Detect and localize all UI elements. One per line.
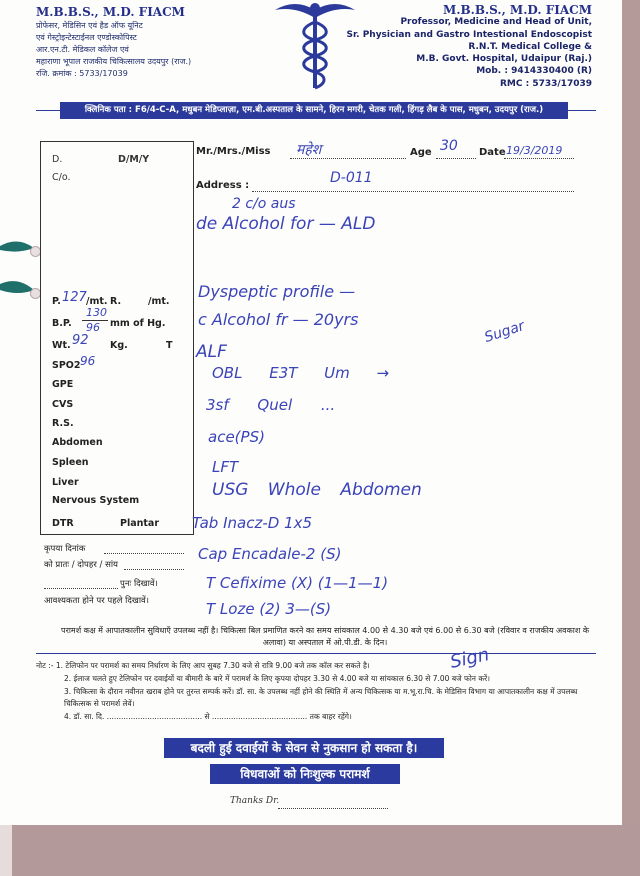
- wt-label: Wt.: [52, 340, 71, 351]
- dmy-label: D/M/Y: [118, 154, 150, 165]
- rx-line: LFT: [212, 458, 239, 476]
- backdrop: [0, 825, 640, 876]
- revisit-earlier: आवश्यकता होने पर पहले दिखावें।: [44, 596, 149, 606]
- header-left: [36, 6, 266, 80]
- r-label: R.: [110, 296, 122, 307]
- left-line: प्रोफेसर, मेडिसिन एवं हैड ऑफ यूनिट: [36, 21, 143, 30]
- rx-line: Cap Encadale-2 (S): [198, 545, 342, 563]
- date-line: [504, 158, 574, 159]
- plantar-label: Plantar: [120, 518, 160, 529]
- right-degree: M.B.B.S., M.D. FIACM: [443, 3, 592, 17]
- age-label: Age: [410, 147, 432, 158]
- right-line: Professor, Medicine and Head of Unit,: [400, 17, 592, 28]
- bp-unit: mm of Hg.: [110, 318, 166, 329]
- left-line: आर.एन.टी. मेडिकल कॉलेज एवं: [36, 45, 129, 54]
- left-line: रजि. क्रमांक : 5733/17039: [36, 69, 128, 78]
- system-gpe: GPE: [52, 379, 74, 390]
- right-line: Sr. Physician and Gastro Intestional Endoscopist: [346, 29, 592, 40]
- spo2-label: SPO2: [52, 360, 81, 371]
- header-right: [322, 4, 592, 90]
- t-label: T: [166, 340, 173, 351]
- free-consult-banner: विधवाओं को निःशुल्क परामर्श: [210, 764, 400, 784]
- r-unit: /mt.: [148, 296, 170, 307]
- right-line: R.N.T. Medical College &: [468, 41, 592, 52]
- divider: [568, 110, 596, 111]
- rx-line: ace(PS): [208, 428, 265, 446]
- system-cvs: CVS: [52, 399, 74, 410]
- divider: [36, 110, 60, 111]
- name-value: महेश: [296, 142, 322, 158]
- rx-line: OBL E3T Um →: [212, 364, 390, 382]
- revisit-date: कृपया दिनांक: [44, 544, 86, 554]
- dotline: [124, 569, 184, 570]
- dtr-label: DTR: [52, 518, 74, 529]
- address-line: [252, 191, 574, 192]
- margin-note: Sugar: [482, 318, 527, 346]
- system-nervous: Nervous System: [52, 495, 140, 506]
- rx-line: de Alcohol for — ALD: [196, 214, 376, 234]
- thanks-line: [278, 808, 388, 809]
- revisit-time: को प्रातः / दोपहर / सांय: [44, 560, 118, 570]
- rx-line: Tab Inacz-D 1x5: [192, 514, 313, 532]
- backdrop-edge: [0, 825, 12, 876]
- binding-thread-icon: [0, 232, 40, 312]
- address-label: Address :: [196, 180, 250, 191]
- date-label: Date: [479, 147, 506, 158]
- note-1: नोट :- 1. टेलिफोन पर परामर्श का समय निर्धारण के लिए आप सुबह 7.30 बजे से रात्रि 9.00 बजे तक कॉल कर सकते है।: [36, 661, 370, 670]
- wt-unit: Kg.: [110, 340, 128, 351]
- rx-line: c Alcohol fr — 20yrs: [198, 310, 359, 329]
- signature: Sign: [448, 644, 492, 673]
- d-label: D.: [52, 154, 63, 165]
- rx-line: 3sf Quel ...: [206, 396, 336, 414]
- rx-line: 2 c/o aus: [232, 196, 296, 212]
- system-spleen: Spleen: [52, 457, 89, 468]
- divider: [36, 653, 596, 654]
- note-2: 2. ईलाज चलते हुए टेलिफोन पर दवाईयों या बीमारी के बारे में परामर्श के लिए कृपया दोपहर 3.30 से 4.00 बजे या सांयकाल 6.30 से 7.00 बजे फोन करें।: [64, 673, 490, 683]
- pulse-label: P.: [52, 296, 61, 307]
- age-value: 30: [440, 138, 458, 154]
- left-line: महाराणा भूपाल राजकीय चिकित्सालय उदयपुर (राज.): [36, 57, 192, 66]
- left-line: एवं गेस्ट्रोइन्टेस्टाईनल एण्डोस्कोपिस्ट: [36, 33, 137, 42]
- rx-line: USG Whole Abdomen: [212, 480, 422, 500]
- system-abdomen: Abdomen: [52, 437, 103, 448]
- thanks-label: Thanks Dr.: [230, 796, 280, 806]
- bp-diastolic: 96: [86, 321, 100, 334]
- wt-value: 92: [72, 333, 89, 348]
- bp-systolic: 130: [86, 306, 107, 319]
- system-rs: R.S.: [52, 418, 74, 429]
- pulse-value: 127: [62, 290, 87, 305]
- name-label: Mr./Mrs./Miss: [196, 146, 271, 157]
- right-line: Mob. : 9414330400 (R): [476, 66, 592, 77]
- rx-line: T Loze (2) 3—(S): [206, 600, 332, 618]
- system-liver: Liver: [52, 477, 79, 488]
- warning-banner: बदली हुई दवाईयों के सेवन से नुकसान हो सकता है।: [164, 738, 444, 758]
- emergency-note: परामर्श कक्ष में आपातकालीन सुविधाएँ उपलब्ध नहीं है। चिकित्सा बिल प्रमाणित करने का समय सांयकाल 4.00 से 4.30 बजे एवं 6.00 से 6.30 बजे (रविवार व राजकीय अवकाश के अलावा) या अस्पताल में ओ.पी.डी. के दिन।: [61, 626, 589, 647]
- date-value: 19/3/2019: [506, 144, 563, 157]
- right-line: RMC : 5733/17039: [499, 78, 592, 89]
- address-value: D-011: [330, 170, 373, 186]
- clinic-address-bar: क्लिनिक पता : F6/4-C-A, मधुबन मेडिप्लाज़ा, एम.बी.अस्पताल के सामने, हिरन मगरी, चेतक गली, हिंगड़ लैब के पास, मधुबन, उदयपुर (राज.): [60, 102, 568, 119]
- spo2-value: 96: [80, 354, 96, 368]
- note-4: 4. डॉ. सा. दि. ........................................ से ........................................ तक बाहर रहेंगे।: [64, 712, 352, 722]
- co-label: C/o.: [52, 172, 71, 183]
- rx-line: ALF: [196, 342, 227, 362]
- bp-label: B.P.: [52, 318, 72, 329]
- right-line: M.B. Govt. Hospital, Udaipur (Raj.): [416, 54, 592, 65]
- dotline: [44, 588, 118, 589]
- notes: [36, 660, 596, 724]
- note-3: 3. चिकित्सा के दौरान नवीनत खराब होने पर तुरन्त सम्पर्क करें। डॉ. सा. के उपलब्ध नहीं होने की स्थिति में अन्य चिकित्सक या म.भू.रा.चि. के मेडिसिन विभाग या आपातकालीन कक्ष में उपलब्ध चिकित्सक से परामर्श लेवें।: [64, 686, 578, 709]
- rx-line: Dyspeptic profile —: [198, 282, 356, 301]
- revisit-again: पुनः दिखावें।: [120, 579, 158, 589]
- vitals-box: [40, 141, 194, 535]
- dotline: [104, 553, 184, 554]
- pulse-unit: /mt.: [86, 296, 108, 307]
- rx-line: T Cefixime (X) (1—1—1): [206, 574, 389, 592]
- age-line: [436, 158, 476, 159]
- left-degree: M.B.B.S., M.D. FIACM: [36, 5, 185, 19]
